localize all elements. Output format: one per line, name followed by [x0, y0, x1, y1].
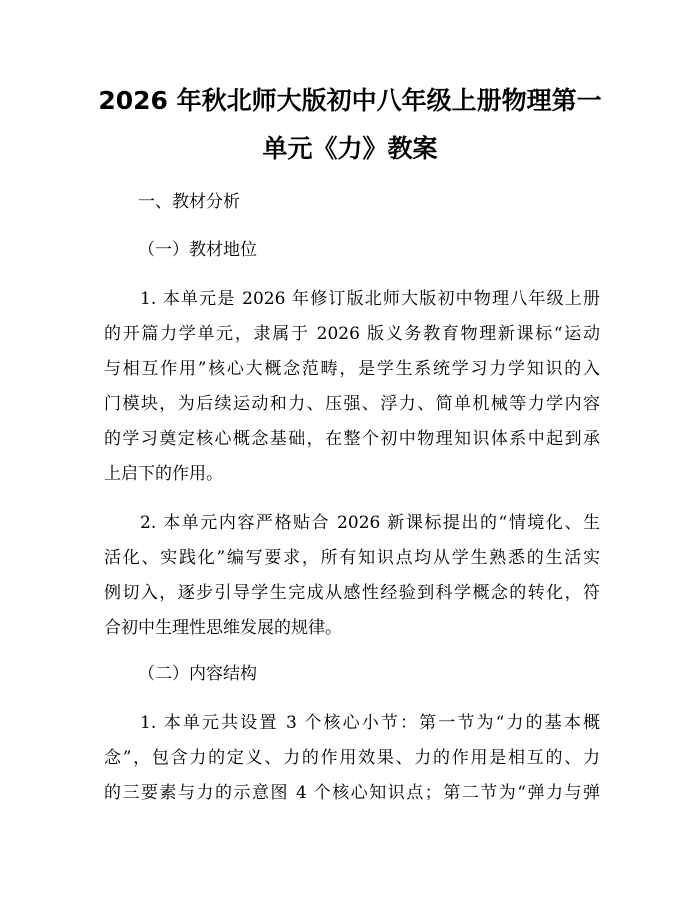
paragraph-1-line-5: 的学习奠定核心概念基础，在整个初中物理知识体系中起到承 [104, 429, 600, 449]
paragraph-1-line-3: 与相互作用”核心大概念范畴，是学生系统学习力学知识的入 [104, 359, 600, 379]
paragraph-2-line-2: 活化、实践化”编写要求，所有知识点均从学生熟悉的生活实 [104, 548, 600, 568]
subsection-heading-content-structure: （二）内容结构 [138, 664, 257, 684]
paragraph-2-line-3: 例切入，逐步引导学生完成从感性经验到科学概念的转化，符 [104, 583, 600, 603]
paragraph-3-line-1: 1. 本单元共设置 3 个核心小节：第一节为“力的基本概 [140, 713, 600, 733]
paragraph-1-line-2: 的开篇力学单元，隶属于 2026 版义务教育物理新课标“运动 [104, 324, 600, 344]
subsection-heading-material-position: （一）教材地位 [138, 240, 257, 260]
paragraph-3-line-3: 的三要素与力的示意图 4 个核心知识点；第二节为“弹力与弹 [104, 783, 600, 803]
section-heading-teaching-material-analysis: 一、教材分析 [138, 192, 240, 212]
document-title-line-2: 单元《力》教案 [262, 134, 438, 163]
paragraph-1-line-1: 1. 本单元是 2026 年修订版北师大版初中物理八年级上册 [140, 289, 600, 309]
paragraph-3-line-2: 念”，包含力的定义、力的作用效果、力的作用是相互的、力 [104, 748, 600, 768]
paragraph-1-line-4: 门模块，为后续运动和力、压强、浮力、简单机械等力学内容 [104, 394, 600, 414]
paragraph-2-line-1: 2. 本单元内容严格贴合 2026 新课标提出的“情境化、生 [140, 513, 600, 533]
paragraph-1-line-6: 上启下的作用。 [104, 464, 223, 484]
document-title-line-1: 2026 年秋北师大版初中八年级上册物理第一 [98, 86, 602, 115]
paragraph-2-line-4: 合初中生理性思维发展的规律。 [104, 618, 342, 638]
